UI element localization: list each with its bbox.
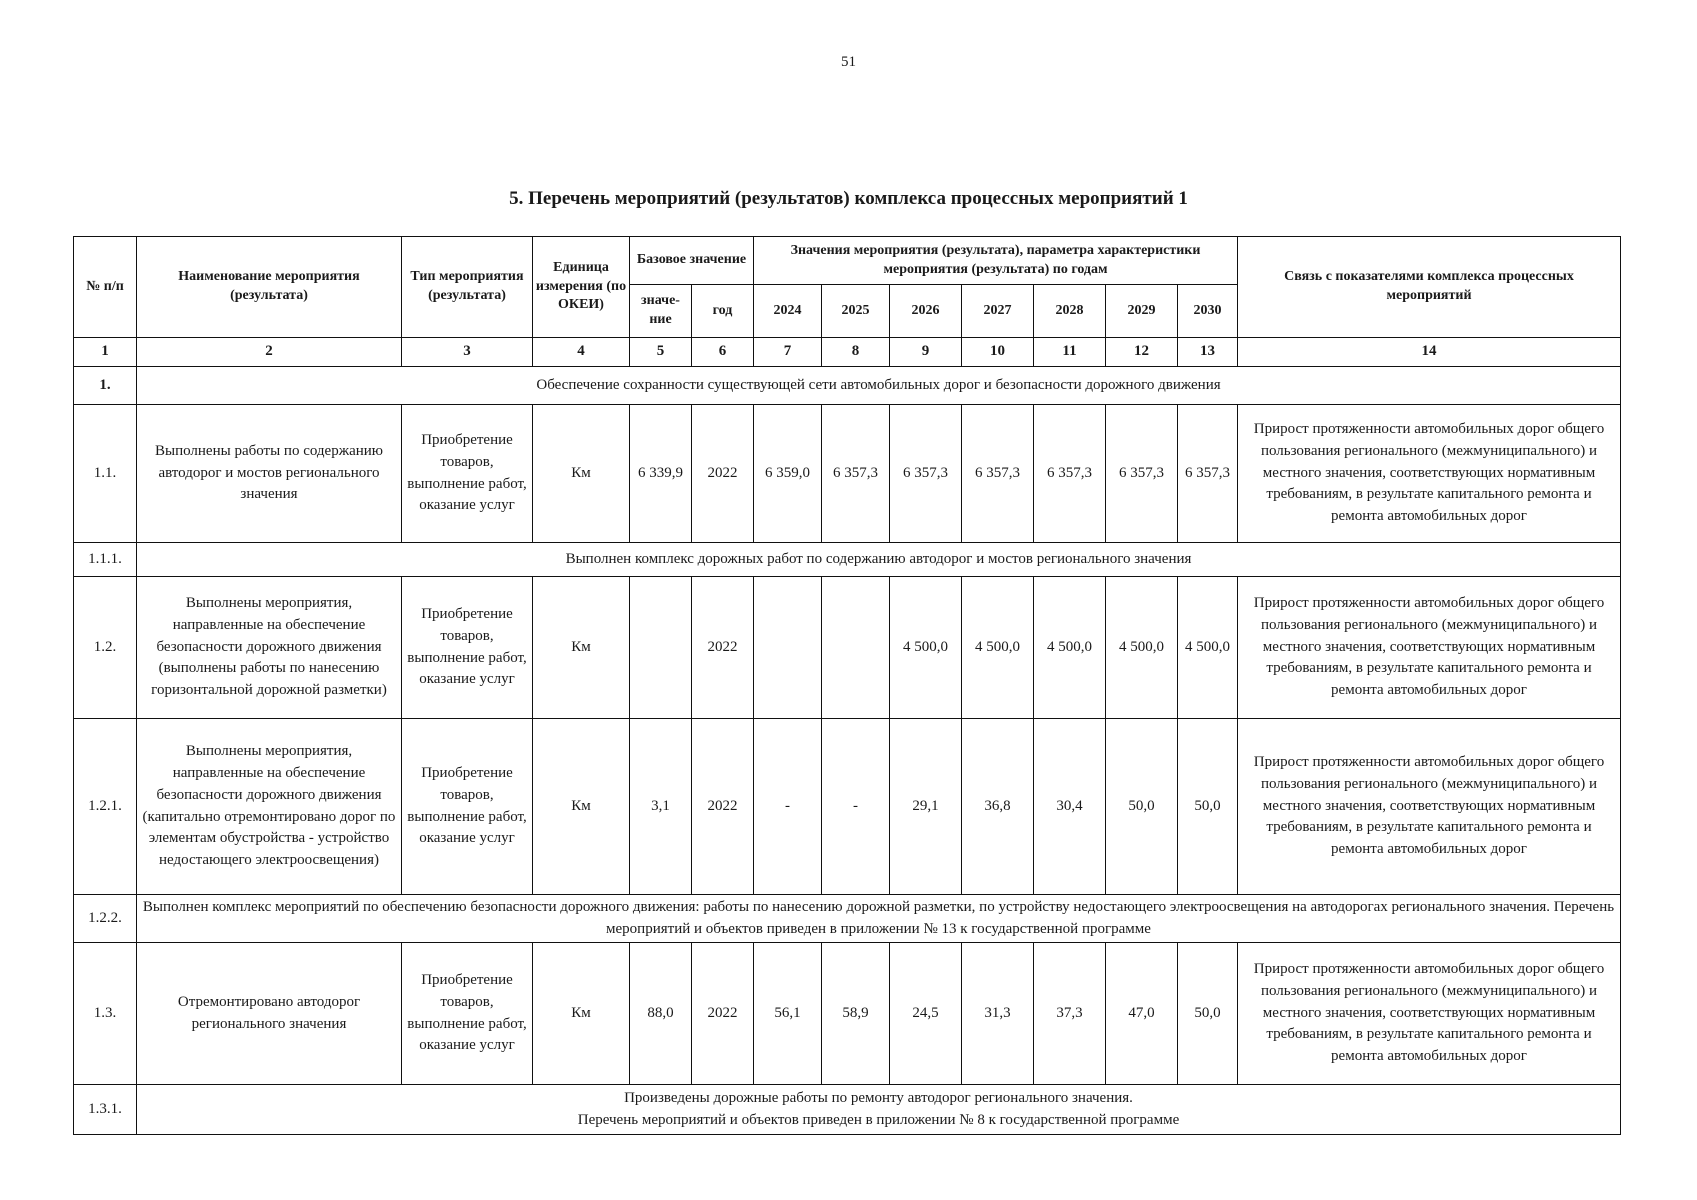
- row-base-value: 3,1: [630, 719, 692, 895]
- row-value-2030: 6 357,3: [1178, 405, 1238, 543]
- row-unit: Км: [533, 719, 630, 895]
- row-value-2029: 4 500,0: [1106, 577, 1178, 719]
- row-name: Отремонтировано автодорог регионального значения: [137, 943, 402, 1085]
- column-number: 8: [822, 338, 890, 367]
- page-number: 51: [841, 54, 856, 70]
- row-value-2027: 36,8: [962, 719, 1034, 895]
- row-type: Приобретение товаров, выполнение работ, оказание услуг: [402, 719, 533, 895]
- row-base-value: [630, 577, 692, 719]
- row-value-2024: [754, 577, 822, 719]
- row-value-2025: 6 357,3: [822, 405, 890, 543]
- subrow-num: 1.1.1.: [74, 543, 137, 577]
- row-value-2029: 50,0: [1106, 719, 1178, 895]
- column-number: 2: [137, 338, 402, 367]
- row-value-2028: 30,4: [1034, 719, 1106, 895]
- column-number-row: [74, 338, 1621, 367]
- row-link: Прирост протяженности автомобильных дорог общего пользования регионального (межмуниципального) и местного значения, соответствующих нормативным требованиям, в результате капитального ремонта и ремонта автомобильных дорог: [1238, 577, 1621, 719]
- row-value-2028: 6 357,3: [1034, 405, 1106, 543]
- row-link: Прирост протяженности автомобильных дорог общего пользования регионального (межмуниципального) и местного значения, соответствующих нормативным требованиям, в результате капитального ремонта и ремонта автомобильных дорог: [1238, 405, 1621, 543]
- header-base: Базовое значение: [630, 237, 754, 285]
- row-value-2027: 6 357,3: [962, 405, 1034, 543]
- row-type: Приобретение товаров, выполнение работ, оказание услуг: [402, 943, 533, 1085]
- row-value-2029: 6 357,3: [1106, 405, 1178, 543]
- column-number: 14: [1238, 338, 1621, 367]
- header-num: № п/п: [74, 237, 137, 338]
- column-number: 6: [692, 338, 754, 367]
- row-base-value: 6 339,9: [630, 405, 692, 543]
- row-value-2026: 6 357,3: [890, 405, 962, 543]
- section-title: Обеспечение сохранности существующей сети автомобильных дорог и безопасности дорожного движения: [137, 367, 1621, 405]
- row-base-year: 2022: [692, 719, 754, 895]
- column-number: 11: [1034, 338, 1106, 367]
- row-type: Приобретение товаров, выполнение работ, оказание услуг: [402, 577, 533, 719]
- section-row: [74, 367, 1621, 405]
- subrow: [74, 1085, 1621, 1135]
- row-value-2025: [822, 577, 890, 719]
- column-number: 3: [402, 338, 533, 367]
- subrow-text: Выполнен комплекс дорожных работ по содержанию автодорог и мостов регионального значения: [137, 543, 1621, 577]
- header-values-group: Значения мероприятия (результата), параметра характеристики мероприятия (результата) по годам: [754, 237, 1238, 285]
- measures-table: [73, 236, 1621, 1135]
- row-unit: Км: [533, 577, 630, 719]
- header-link: Связь с показателями комплекса процессных мероприятий: [1238, 237, 1621, 338]
- row-value-2030: 50,0: [1178, 943, 1238, 1085]
- row-base-year: 2022: [692, 577, 754, 719]
- row-link: Прирост протяженности автомобильных дорог общего пользования регионального (межмуниципального) и местного значения, соответствующих нормативным требованиям, в результате капитального ремонта и ремонта автомобильных дорог: [1238, 943, 1621, 1085]
- column-number: 10: [962, 338, 1034, 367]
- row-value-2024: 56,1: [754, 943, 822, 1085]
- column-number: 7: [754, 338, 822, 367]
- row-value-2027: 31,3: [962, 943, 1034, 1085]
- header-year-2029: 2029: [1106, 285, 1178, 338]
- row-value-2027: 4 500,0: [962, 577, 1034, 719]
- column-number: 9: [890, 338, 962, 367]
- row-value-2025: 58,9: [822, 943, 890, 1085]
- column-number: 5: [630, 338, 692, 367]
- subrow-text: Выполнен комплекс мероприятий по обеспечению безопасности дорожного движения: работы по нанесению дорожной разметки, по устройству недостающего электроосвещения на автодорогах регионального значения. Перечень мероприятий и объектов приведен в приложении № 13 к государственной программе: [137, 895, 1621, 943]
- column-number: 12: [1106, 338, 1178, 367]
- row-type: Приобретение товаров, выполнение работ, оказание услуг: [402, 405, 533, 543]
- header-type: Тип мероприятия (результата): [402, 237, 533, 338]
- header-year-2026: 2026: [890, 285, 962, 338]
- row-value-2024: -: [754, 719, 822, 895]
- row-value-2030: 50,0: [1178, 719, 1238, 895]
- row-link: Прирост протяженности автомобильных дорог общего пользования регионального (межмуниципального) и местного значения, соответствующих нормативным требованиям, в результате капитального ремонта и ремонта автомобильных дорог: [1238, 719, 1621, 895]
- section-num: 1.: [74, 367, 137, 405]
- subrow-line: Произведены дорожные работы по ремонту автодорог регионального значения.: [624, 1089, 1133, 1106]
- header-base-year: год: [692, 285, 754, 338]
- row-value-2026: 4 500,0: [890, 577, 962, 719]
- row-base-year: 2022: [692, 405, 754, 543]
- subrow-text: [137, 1085, 1621, 1135]
- column-number: 13: [1178, 338, 1238, 367]
- table-row: [74, 577, 1621, 719]
- row-value-2028: 37,3: [1034, 943, 1106, 1085]
- header-year-2027: 2027: [962, 285, 1034, 338]
- row-value-2026: 24,5: [890, 943, 962, 1085]
- page-title: 5. Перечень мероприятий (результатов) комплекса процессных мероприятий 1: [509, 188, 1188, 209]
- table-row: [74, 943, 1621, 1085]
- row-name: Выполнены мероприятия, направленные на обеспечение безопасности дорожного движения (капитально отремонтировано дорог по элементам обустройства - устройство недостающего электроосвещения): [137, 719, 402, 895]
- row-name: Выполнены мероприятия, направленные на обеспечение безопасности дорожного движения (выполнены работы по нанесению горизонтальной дорожной разметки): [137, 577, 402, 719]
- row-num: 1.1.: [74, 405, 137, 543]
- row-value-2024: 6 359,0: [754, 405, 822, 543]
- row-num: 1.2.: [74, 577, 137, 719]
- row-value-2025: -: [822, 719, 890, 895]
- row-num: 1.3.: [74, 943, 137, 1085]
- header-row: [74, 237, 1621, 285]
- subrow-num: 1.3.1.: [74, 1085, 137, 1135]
- subrow: [74, 543, 1621, 577]
- row-base-year: 2022: [692, 943, 754, 1085]
- table-row: [74, 405, 1621, 543]
- table-row: [74, 719, 1621, 895]
- row-value-2026: 29,1: [890, 719, 962, 895]
- header-year-2025: 2025: [822, 285, 890, 338]
- header-base-value: значе-ние: [630, 285, 692, 338]
- header-year-2024: 2024: [754, 285, 822, 338]
- row-name: Выполнены работы по содержанию автодорог и мостов регионального значения: [137, 405, 402, 543]
- row-value-2028: 4 500,0: [1034, 577, 1106, 719]
- row-unit: Км: [533, 943, 630, 1085]
- subrow: [74, 895, 1621, 943]
- row-base-value: 88,0: [630, 943, 692, 1085]
- header-year-2028: 2028: [1034, 285, 1106, 338]
- row-unit: Км: [533, 405, 630, 543]
- row-value-2030: 4 500,0: [1178, 577, 1238, 719]
- column-number: 1: [74, 338, 137, 367]
- header-unit: Единица измерения (по ОКЕИ): [533, 237, 630, 338]
- subrow-num: 1.2.2.: [74, 895, 137, 943]
- row-value-2029: 47,0: [1106, 943, 1178, 1085]
- header-year-2030: 2030: [1178, 285, 1238, 338]
- header-name: Наименование мероприятия (результата): [137, 237, 402, 338]
- subrow-line: Перечень мероприятий и объектов приведен в приложении № 8 к государственной программе: [577, 1111, 1180, 1128]
- row-num: 1.2.1.: [74, 719, 137, 895]
- column-number: 4: [533, 338, 630, 367]
